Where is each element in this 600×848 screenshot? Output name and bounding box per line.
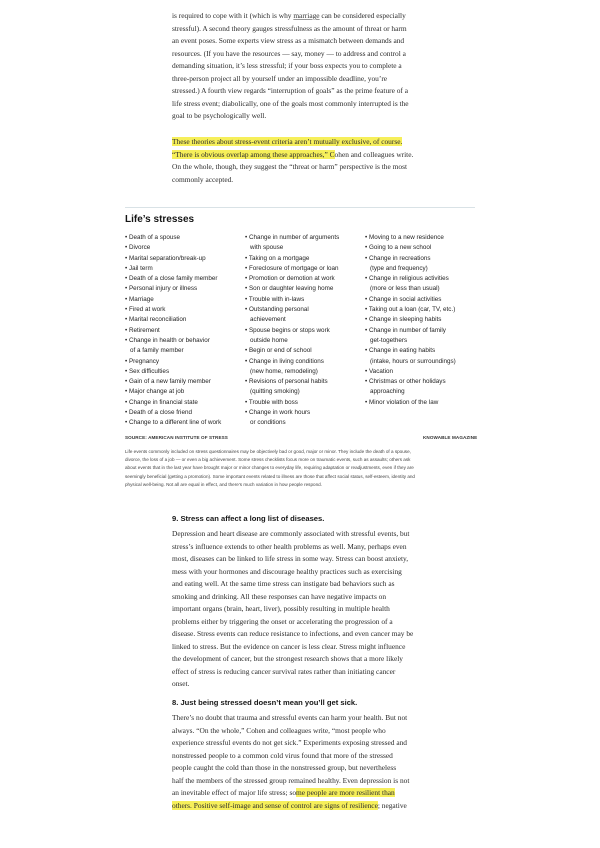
text-line bbox=[172, 85, 442, 98]
text-run: On the whole, though, they suggest the “threat or harm” perspective is the most bbox=[172, 162, 408, 171]
caption-line: physical well-being. Not all are equal in effect, and there’s much variation in how people respond. bbox=[125, 481, 322, 487]
text-line bbox=[172, 23, 442, 36]
stress-list-item: • Change in health or behavior bbox=[125, 336, 210, 344]
stress-list-item-continuation: of a family member bbox=[130, 347, 184, 355]
stress-list-item: • Going to a new school bbox=[365, 244, 432, 252]
text-line bbox=[172, 750, 442, 763]
text-run: ohen and colleagues write. bbox=[334, 149, 414, 159]
stress-list-item: • Change in eating habits bbox=[365, 347, 436, 355]
stress-list-item: • Death of a close family member bbox=[125, 275, 218, 283]
text-run: can be considered especially bbox=[319, 11, 406, 20]
stress-list-item: • Death of a close friend bbox=[125, 409, 192, 417]
text-run: life stress event; diabolically, one of the goals most commonly interrupted is the bbox=[172, 98, 409, 108]
text-run: an inevitable effect of major life stress; so bbox=[172, 788, 297, 797]
stress-list-item: • Trouble with boss bbox=[245, 398, 298, 406]
text-line bbox=[172, 628, 442, 641]
stress-list-item: • Moving to a new residence bbox=[365, 234, 444, 241]
text-run: Depression and heart disease are commonly associated with stressful events, but bbox=[172, 529, 410, 538]
theories-paragraph bbox=[172, 136, 442, 186]
text-line bbox=[172, 161, 442, 174]
stress-list-item-continuation: (more or less than usual) bbox=[370, 285, 440, 293]
text-line bbox=[172, 98, 442, 111]
stress-list-item: • Taking out a loan (car, TV, etc.) bbox=[365, 306, 456, 314]
text-run: half the members of the stressed group remained healthy. Even depression is not bbox=[172, 775, 410, 785]
text-run: nonstressed people to a common cold virus found that more of the stressed bbox=[172, 750, 393, 760]
text-line bbox=[172, 110, 442, 123]
text-line bbox=[172, 725, 442, 738]
section-8-paragraph bbox=[172, 712, 442, 812]
stress-list-item-continuation: with spouse bbox=[250, 244, 284, 252]
publisher-credit: KNOWABLE MAGAZINE bbox=[423, 435, 478, 440]
stress-list-item: • Minor violation of the law bbox=[365, 398, 439, 406]
text-run: problems either by triggering the onset or accelerating the progression of a bbox=[172, 616, 393, 626]
text-run: disease. Stress events can reduce resistance to infections, and even cancer may be bbox=[172, 629, 414, 638]
highlighted-text: These theories about stress-event criteria aren’t mutually exclusive, of course. bbox=[172, 137, 403, 146]
stress-list-item: • Change in number of family bbox=[365, 326, 446, 334]
stress-list-item: • Vacation bbox=[365, 367, 393, 375]
stress-list-item: • Taking on a mortgage bbox=[245, 254, 310, 262]
text-line bbox=[172, 35, 442, 48]
text-line bbox=[172, 60, 442, 73]
highlighted-text: “There is obvious overlap among these approaches,” C bbox=[172, 149, 335, 159]
caption-line: Life events commonly included on stress questionnaires may be objectively bad or good, major or minor. They include the death of a spouse, bbox=[125, 449, 411, 454]
text-run: always. “On the whole,” Cohen and colleagues write, “most people who bbox=[172, 725, 386, 735]
text-line bbox=[172, 712, 442, 725]
stresses-column-2 bbox=[245, 233, 339, 429]
stress-list-item-continuation: (intake, hours or surroundings) bbox=[370, 357, 456, 365]
intro-paragraph bbox=[172, 10, 442, 123]
stress-list-item: • Change in work hours bbox=[245, 409, 311, 417]
text-line bbox=[172, 653, 442, 666]
stress-list-item: • Outstanding personal bbox=[245, 306, 309, 314]
stress-list-item: • Pregnancy bbox=[125, 357, 160, 365]
stress-list-item: • Spouse begins or stops work bbox=[245, 326, 330, 334]
stress-list-item: • Change in recreations bbox=[365, 254, 431, 262]
stress-list-item: • Fired at work bbox=[125, 306, 166, 314]
caption-line: seemingly beneficial (getting a promotion). Some important events related to illness are those that affect social status, self-esteem, identity and bbox=[125, 473, 415, 479]
text-line bbox=[172, 591, 442, 604]
text-line bbox=[172, 775, 442, 788]
stress-list-item-continuation: approaching bbox=[370, 388, 405, 396]
stress-list-item: • Marital reconciliation bbox=[125, 316, 187, 324]
stresses-top-rule bbox=[125, 207, 475, 208]
text-line bbox=[172, 762, 442, 775]
text-run: There’s no doubt that trauma and stressful events can harm your health. But not bbox=[172, 713, 408, 722]
highlighted-text: others. Positive self-image and sense of control are signs of resilience bbox=[172, 800, 378, 810]
caption-line: about events that in the last year have brought major or minor changes to everyday life, requiring adaptation or readjustments, even if they are bbox=[125, 465, 414, 471]
stresses-column-1 bbox=[125, 233, 221, 429]
stress-list-item: • Marriage bbox=[125, 295, 154, 303]
text-run: is required to cope with it (which is why bbox=[172, 11, 294, 20]
stress-list-item: • Change in number of arguments bbox=[245, 234, 340, 241]
text-line bbox=[172, 641, 442, 654]
stress-list-item: • Change in living conditions bbox=[245, 357, 324, 365]
stress-list-item: • Major change at job bbox=[125, 388, 185, 396]
stress-list-item: • Son or daughter leaving home bbox=[245, 285, 334, 293]
stress-list-item-continuation: achievement bbox=[250, 316, 286, 324]
caption-line: divorce, the loss of a job — or even a big achievement. Some stress checklists focus more on traumatic events, such as assaults; others ask bbox=[125, 457, 411, 463]
stress-list-item: • Promotion or demotion at work bbox=[245, 275, 335, 283]
stress-list-item: • Foreclosure of mortgage or loan bbox=[245, 264, 339, 272]
section-9-heading: 9. Stress can affect a long list of diseases. bbox=[172, 514, 325, 523]
text-run: and eating well. At the same time stress can instigate bad behaviors such as bbox=[172, 579, 395, 588]
text-run: demanding situation, it’s less stressful; if your boss expects you to complete a bbox=[172, 61, 402, 70]
text-line bbox=[172, 10, 442, 23]
text-run: mess with your hormones and discourage healthy practices such as exercising bbox=[172, 566, 402, 576]
stress-list-item: • Divorce bbox=[125, 244, 151, 252]
stresses-title: Life’s stresses bbox=[125, 214, 195, 225]
section-9-paragraph bbox=[172, 528, 442, 691]
stress-list-item: • Change in social activities bbox=[365, 295, 442, 303]
highlighted-text: me people are more resilient than bbox=[296, 788, 395, 797]
stress-list-item: • Change in financial state bbox=[125, 398, 198, 406]
text-line bbox=[172, 149, 442, 162]
stress-list-item: • Trouble with in-laws bbox=[245, 295, 305, 303]
stress-list-item: • Change in sleeping habits bbox=[365, 316, 442, 324]
stress-list-item: • Christmas or other holidays bbox=[365, 378, 446, 386]
text-line bbox=[172, 553, 442, 566]
text-run: people caught the cold than those in the nonstressed group, but nevertheless bbox=[172, 763, 397, 772]
text-line bbox=[172, 616, 442, 629]
text-line bbox=[172, 48, 442, 61]
text-run: commonly accepted. bbox=[172, 174, 234, 184]
text-run: smoking and drinking. All these responses can have negative impacts on bbox=[172, 591, 387, 601]
stress-list-item-continuation: or conditions bbox=[250, 419, 286, 427]
text-line bbox=[172, 528, 442, 541]
text-run: resources. (If you have the resources — say, money — to address and control a bbox=[172, 48, 406, 58]
text-line bbox=[172, 73, 442, 86]
text-run: the development of cancer, but the strongest research shows that a more likely bbox=[172, 654, 403, 663]
stress-list-item: • Revisions of personal habits bbox=[245, 378, 328, 386]
stress-list-item: • Jail term bbox=[125, 264, 153, 272]
stress-list-item-continuation: (quitting smoking) bbox=[250, 388, 300, 396]
text-run: goal to be psychologically well. bbox=[172, 111, 267, 120]
stress-list-item-continuation: (new home, remodeling) bbox=[250, 367, 318, 375]
text-line bbox=[172, 174, 442, 187]
text-line bbox=[172, 737, 442, 750]
stress-list-item: • Sex difficulties bbox=[125, 367, 170, 375]
stress-list-item: • Retirement bbox=[125, 326, 160, 334]
text-line bbox=[172, 678, 442, 691]
text-line bbox=[172, 136, 442, 149]
text-run: linked to stress. But the evidence on cancer is less clear. Stress might influence bbox=[172, 641, 406, 651]
stress-list-item: • Change to a different line of work bbox=[125, 419, 222, 427]
inline-link[interactable]: marriage bbox=[293, 11, 320, 20]
text-line bbox=[172, 800, 442, 813]
text-line bbox=[172, 666, 442, 679]
text-line bbox=[172, 578, 442, 591]
section-8-heading: 8. Just being stressed doesn’t mean you’ll get sick. bbox=[172, 698, 358, 707]
stress-list-item-continuation: (type and frequency) bbox=[370, 264, 428, 272]
text-run: stressed.) A fourth view regards “interruption of goals” as the prime feature of a bbox=[172, 86, 409, 95]
text-line bbox=[172, 541, 442, 554]
stress-list-item: • Begin or end of school bbox=[245, 347, 312, 355]
stress-list-item: • Marital separation/break-up bbox=[125, 254, 206, 262]
stress-list-item-continuation: get-togethers bbox=[370, 336, 408, 344]
chart-source: SOURCE: AMERICAN INSTITUTE OF STRESS bbox=[125, 435, 228, 440]
text-line bbox=[172, 603, 442, 616]
stress-list-item: • Personal injury or illness bbox=[125, 285, 198, 293]
text-line bbox=[172, 566, 442, 579]
text-run: important organs (brain, heart, liver), possibly resulting in multiple health bbox=[172, 604, 390, 613]
text-run: effect of stress is reducing cancer survival rates rather than initiating cancer bbox=[172, 666, 396, 676]
text-run: stress’s influence extends to other health problems as well. Many, perhaps even bbox=[172, 541, 407, 551]
stress-list-item: • Gain of a new family member bbox=[125, 378, 211, 386]
stress-list-item: • Change in religious activities bbox=[365, 275, 449, 283]
stresses-caption bbox=[125, 448, 477, 489]
stress-list-item-continuation: outside home bbox=[250, 336, 288, 344]
text-run: stressful). A second theory gauges stressfulness as the amount of threat or harm bbox=[172, 23, 407, 33]
text-run: experience stressful events do not get sick.” Experiments exposing stressed and bbox=[172, 738, 407, 747]
stress-list-item: • Death of a spouse bbox=[125, 234, 181, 241]
text-run: an event poses. Some experts view stress as a mismatch between demands and bbox=[172, 36, 405, 45]
stresses-column-3 bbox=[365, 233, 456, 408]
text-line bbox=[172, 787, 442, 800]
text-run: three-person project all by yourself under an impossible deadline, you’re bbox=[172, 73, 388, 83]
text-run: ; negative bbox=[377, 800, 407, 810]
text-run: most, diseases can be linked to life stress in some way. Stress can boost anxiety, bbox=[172, 554, 409, 563]
text-run: onset. bbox=[172, 679, 190, 688]
